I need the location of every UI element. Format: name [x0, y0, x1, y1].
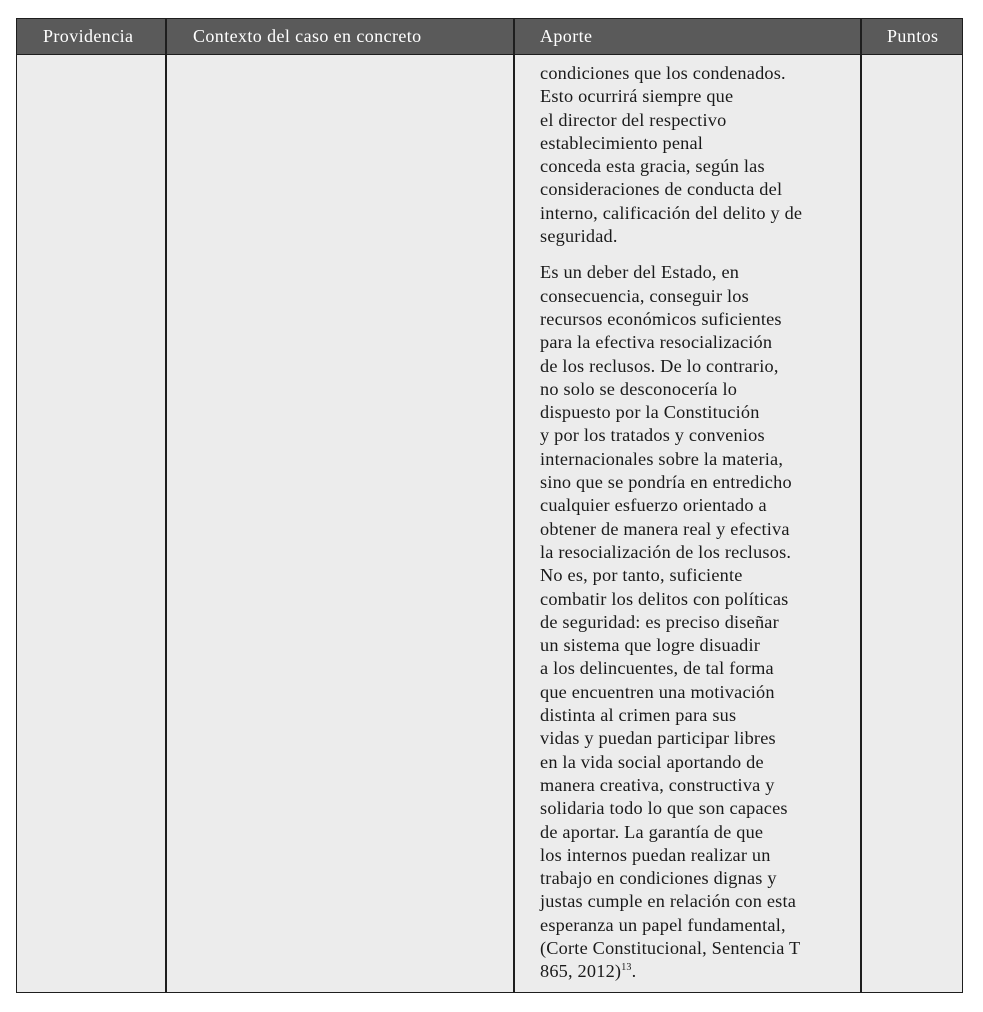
table-header-row [17, 19, 962, 55]
aporte-text-line: distinta al crimen para sus [540, 705, 737, 726]
aporte-text-line: solidaria todo lo que son capaces [540, 798, 788, 819]
header-puntos: Puntos [887, 26, 939, 46]
aporte-text-line: condiciones que los condenados. [540, 63, 786, 83]
aporte-text-line: consecuencia, conseguir los [540, 285, 749, 306]
aporte-text-line: no solo se desconocería lo [540, 378, 738, 399]
aporte-text-line: de aportar. La garantía de que [540, 821, 764, 842]
aporte-text-line: Es un deber del Estado, en [540, 262, 740, 283]
aporte-text-line: internacionales sobre la materia, [540, 448, 784, 469]
aporte-citation-text: 865, 2012) [540, 961, 622, 982]
aporte-text-line: conceda esta gracia, según las [540, 156, 765, 177]
aporte-last-line [540, 960, 860, 983]
aporte-text-line: para la efectiva resocialización [540, 332, 773, 353]
aporte-text-line: justas cumple en relación con esta [540, 891, 797, 912]
aporte-paragraph-1 [540, 62, 860, 248]
jurisprudence-table [16, 18, 963, 993]
aporte-text-line: los internos puedan realizar un [540, 844, 771, 865]
aporte-text-line: recursos económicos suficientes [540, 308, 782, 329]
aporte-text-line: de los reclusos. De lo contrario, [540, 355, 779, 376]
cell-aporte [540, 62, 860, 984]
footnote-13[interactable]: 13 [621, 962, 632, 974]
aporte-text-line: que encuentren una motivación [540, 681, 775, 702]
aporte-text-line: en la vida social aportando de [540, 751, 764, 772]
aporte-text-line: interno, calificación del delito y de [540, 202, 803, 223]
header-contexto: Contexto del caso en concreto [193, 26, 422, 46]
aporte-text-line: seguridad. [540, 226, 618, 247]
aporte-text-line: combatir los delitos con políticas [540, 588, 789, 609]
aporte-text-line: dispuesto por la Constitución [540, 402, 760, 423]
aporte-text-line: la resocialización de los reclusos. [540, 541, 792, 562]
aporte-text-line: manera creativa, constructiva y [540, 774, 775, 795]
aporte-text-line: sino que se pondría en entredicho [540, 472, 792, 493]
header-providencia: Providencia [43, 26, 134, 46]
aporte-text-line: Esto ocurrirá siempre que [540, 86, 734, 107]
aporte-text-line: No es, por tanto, suficiente [540, 565, 743, 586]
header-aporte: Aporte [540, 26, 593, 46]
aporte-text-line: trabajo en condiciones dignas y [540, 868, 777, 889]
aporte-text-line: de seguridad: es preciso diseñar [540, 611, 779, 632]
aporte-text-line: obtener de manera real y efectiva [540, 518, 790, 539]
aporte-text-line: establecimiento penal [540, 132, 704, 153]
aporte-paragraph-2 [540, 261, 860, 960]
aporte-text-line: vidas y puedan participar libres [540, 728, 776, 749]
aporte-period: . [631, 961, 637, 982]
aporte-text-line: un sistema que logre disuadir [540, 635, 761, 656]
aporte-text-line: a los delincuentes, de tal forma [540, 658, 774, 679]
aporte-text-line: cualquier esfuerzo orientado a [540, 495, 767, 516]
column-divider [513, 19, 515, 992]
column-divider [860, 19, 862, 992]
aporte-text-line: consideraciones de conducta del [540, 179, 783, 200]
aporte-text-line: y por los tratados y convenios [540, 425, 765, 446]
aporte-text-line: (Corte Constitucional, Sentencia T [540, 937, 801, 958]
aporte-text-line: el director del respectivo [540, 109, 727, 130]
aporte-text-line: esperanza un papel fundamental, [540, 914, 786, 935]
column-divider [165, 19, 167, 992]
